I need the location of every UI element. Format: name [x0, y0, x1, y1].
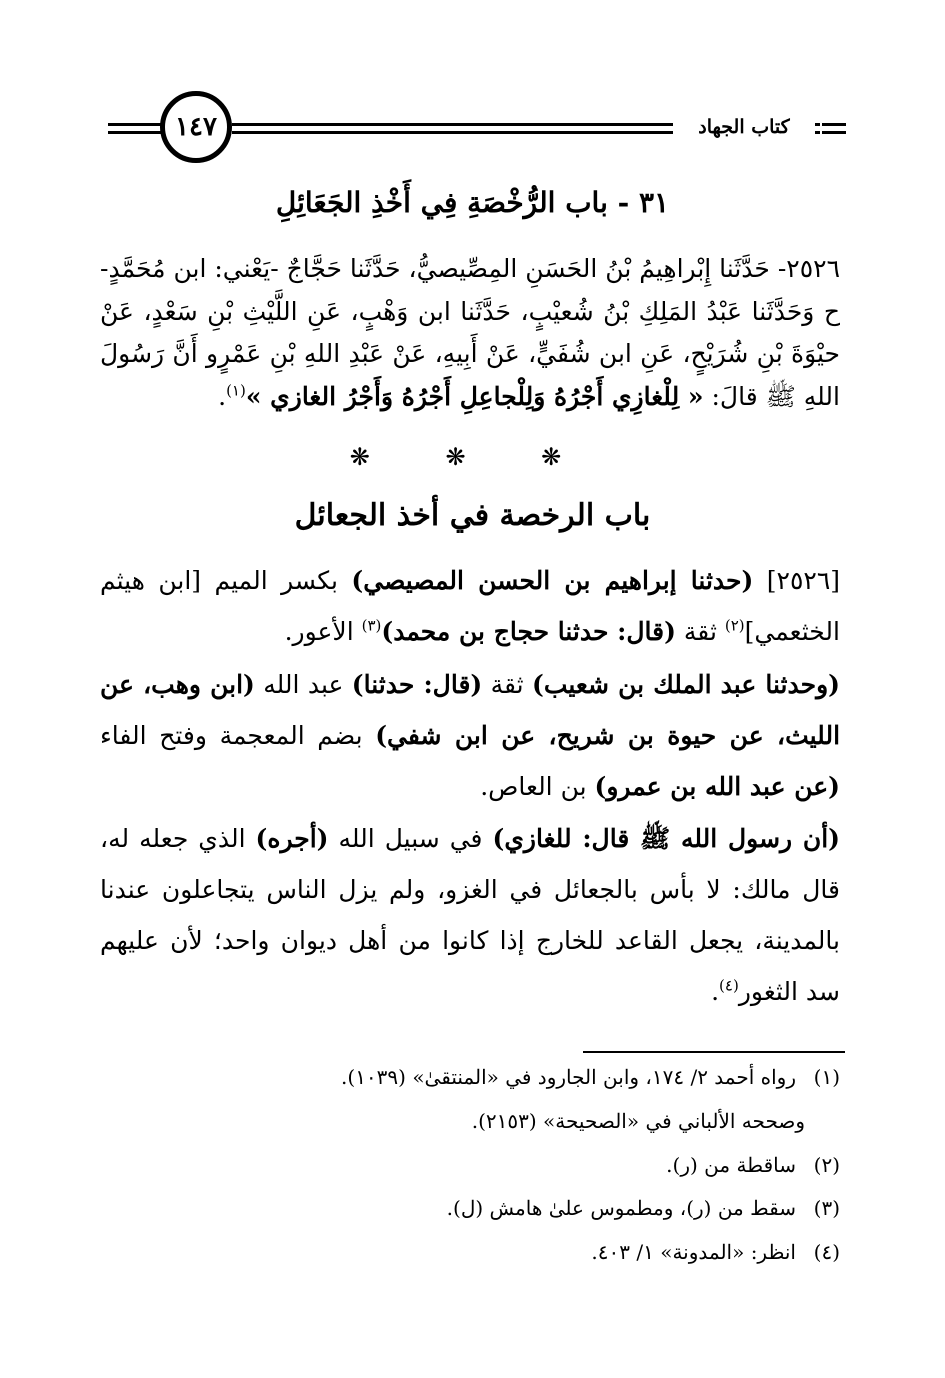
commentary-text: بكسر الميم [ابن هيثم الخثعمي] [100, 566, 840, 646]
commentary-text: الأعور. [284, 617, 362, 646]
commentary-text: ثقة [675, 617, 725, 646]
chapter-title: ٣١ - باب الرُّخْصَةِ فِي أَخْذِ الجَعَائِلِ [275, 186, 670, 219]
footnote-ref-2[interactable]: (٢) [724, 616, 745, 635]
footnote-text: سقط من (ر)، ومطموس علىٰ هامش (ل). [446, 1196, 796, 1220]
footnote-3 [100, 1193, 840, 1223]
commentary-paragraph-2 [100, 659, 840, 812]
footnote-number: (٣) [813, 1196, 840, 1220]
header-rule-left [108, 123, 164, 134]
footnote-number: (١) [813, 1065, 840, 1089]
footnote-text: وصححه الألباني في «الصحيحة» (٢١٥٣). [471, 1109, 805, 1133]
quoted-text: (أجره) [255, 824, 329, 853]
footnote-ref-1[interactable]: (١) [226, 381, 246, 400]
quoted-text: (قال: حدثنا) [351, 670, 483, 699]
running-header-title: كتاب الجهاد [673, 112, 815, 142]
hadith-matn: « لِلْغازِي أَجْرُهُ وَلِلْجاعِلِ أَجْرُهُ وَأَجْرُ الغازي » [245, 381, 704, 411]
quoted-text: (عن عبد الله بن عمرو) [594, 772, 840, 801]
footnote-ref-3[interactable]: (٣) [361, 616, 382, 635]
separator-stars: ❋ ❋ ❋ [349, 443, 596, 471]
footnote-text: رواه أحمد ٢/ ١٧٤، وابن الجارود في «المنتقىٰ» (١٠٣٩). [341, 1065, 796, 1089]
hadith-text [100, 248, 840, 418]
footnote-number: (٤) [813, 1240, 840, 1264]
quoted-text: (حدثنا إبراهيم بن الحسن المصيصي) [351, 566, 754, 595]
quoted-text: (وحدثنا عبد الملك بن شعيب) [532, 670, 840, 699]
commentary-text: ثقة [482, 670, 533, 699]
commentary-text: بضم المعجمة وفتح الفاء [100, 721, 376, 750]
footnote-4 [100, 1237, 840, 1267]
quoted-text: (قال: حدثنا حجاج بن محمد) [381, 617, 676, 646]
hadith-number: [٢٥٢٦] [753, 566, 841, 595]
footnote-number: (٢) [813, 1153, 840, 1177]
footnote-2 [100, 1150, 840, 1180]
footnote-divider [583, 1051, 845, 1053]
commentary-text: عبد الله [254, 670, 352, 699]
hadith-end-punct: . [218, 381, 227, 411]
quoted-text: (أن رسول الله ﷺ قال: للغازي) [492, 824, 840, 853]
commentary-paragraph-1 [100, 555, 840, 657]
footnote-1 [100, 1062, 840, 1092]
commentary-title: باب الرخصة في أخذ الجعائل [294, 498, 651, 533]
footnote-text: ساقطة من (ر). [666, 1153, 796, 1177]
footnote-text: انظر: «المدونة» ١/ ٤٠٣. [591, 1240, 796, 1264]
footnote-ref-4[interactable]: (٤) [719, 976, 739, 995]
commentary-text: بن العاص. [480, 772, 595, 801]
quoted-text: (ابن وهب، عن الليث، عن حيوة بن شريح، عن ابن شفي) [100, 670, 841, 750]
page-number: ١٤٧ [160, 91, 232, 163]
header-rule-right-end [822, 123, 846, 134]
commentary-text: في سبيل الله [328, 824, 493, 853]
commentary-text: . [711, 977, 720, 1006]
footnote-1-continued [65, 1106, 805, 1136]
commentary-text: الذي جعله له، قال مالك: لا بأس بالجعائل في الغزو، ولم يزل الناس يتجاعلون عندنا بالمدينة، يجعل القاعد للخارج إذا كانوا من أهل ديوان واحد؛ لأن عليهم سد الثغور [100, 824, 840, 1006]
hadith-isnad: ٢٥٢٦- حَدَّثَنا إِبْراهِيمُ بْنُ الحَسَنِ المِصِّيصيُّ، حَدَّثَنا حَجَّاجٌ -يَعْني: ابن مُحَمَّدٍ- ح وَحَدَّثَنا عَبْدُ المَلِكِ بْنُ شُعيْبٍ، حَدَّثَنا ابن وَهْبٍ، عَنِ اللَّيْثِ بْنِ سَعْدٍ، عَنْ حيْوَةَ بْنِ شُرَيْحٍ، عَنِ ابن شُفَيٍّ، عَنْ أَبِيهِ، عَنْ عَبْدِ اللهِ بْنِ عَمْرٍو أَنَّ رَسُولَ اللهِ ﷺ قالَ: [100, 254, 840, 411]
commentary-paragraph-3 [100, 813, 840, 1017]
